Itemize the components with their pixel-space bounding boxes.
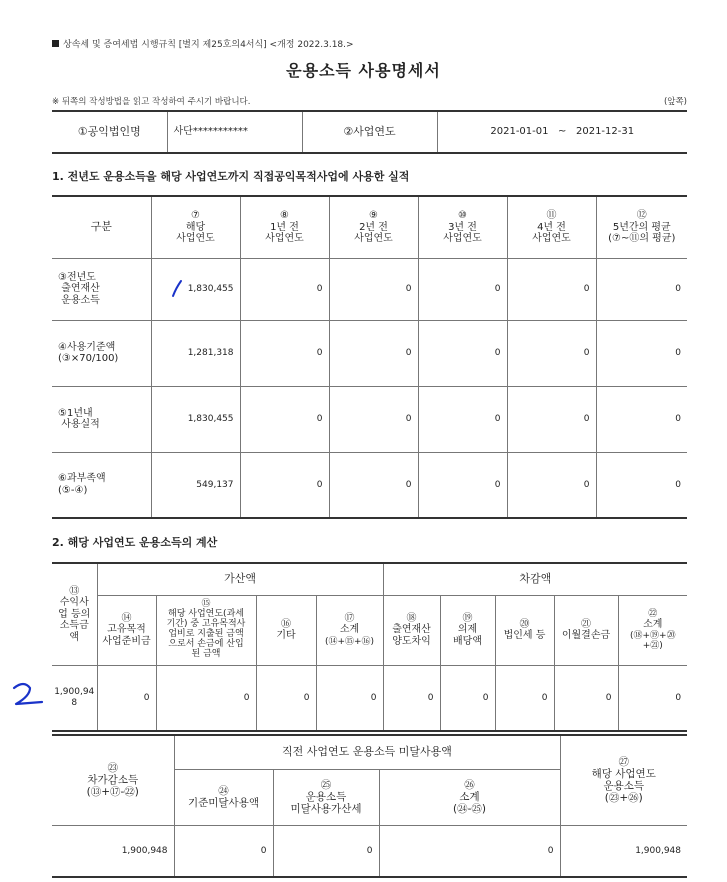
table-cell: 1,900,948 bbox=[52, 825, 174, 877]
table-cell: 0 bbox=[596, 258, 687, 320]
section1-title: 1. 전년도 운용소득을 해당 사업연도까지 직접공익목적사업에 사용한 실적 bbox=[52, 170, 410, 183]
table-cell: 0 bbox=[329, 452, 418, 518]
table-cell: 0 bbox=[507, 452, 596, 518]
guide-note: ※ 뒤쪽의 작성방법을 읽고 작성하여 주시기 바랍니다. bbox=[52, 97, 251, 107]
shortfall-group-header: 직전 사업연도 운용소득 미달사용액 bbox=[174, 735, 560, 769]
table-cell: 0 bbox=[97, 665, 156, 731]
col-header-22: ㉒ 소계 (⑱+⑲+⑳ +㉑) bbox=[618, 595, 687, 665]
col-header-27: ㉗ 해당 사업연도 운용소득 (㉓+㉖) bbox=[560, 735, 687, 825]
col-header-20: ⑳ 법인세 등 bbox=[495, 595, 554, 665]
table-cell: 0 bbox=[174, 825, 273, 877]
col-header-24: ㉔ 기준미달사용액 bbox=[174, 769, 273, 825]
col-header-26: ㉖ 소계 (㉔-㉕) bbox=[379, 769, 560, 825]
table-cell: 0 bbox=[554, 665, 618, 731]
year-end: 2021-12-31 bbox=[575, 126, 635, 138]
col-header-18: ⑱ 출연재산 양도차익 bbox=[383, 595, 440, 665]
col-header-16: ⑯ 기타 bbox=[256, 595, 316, 665]
table-cell: 0 bbox=[440, 665, 495, 731]
pen-check-mark bbox=[170, 279, 184, 299]
col-header-4y: ⑪ 4년 전 사업연도 bbox=[507, 196, 596, 258]
add-group-header: 가산액 bbox=[97, 563, 383, 595]
table-cell: 0 bbox=[156, 665, 256, 731]
table-cell: 0 bbox=[329, 320, 418, 386]
year-start: 2021-01-01 bbox=[490, 126, 549, 138]
final-income-table bbox=[52, 734, 687, 878]
handwritten-two-icon bbox=[8, 678, 46, 712]
col-header-25: ㉕ 운용소득 미달사용가산세 bbox=[273, 769, 379, 825]
form-reference: 상속세 및 증여세법 시행규칙 [별지 제25호의4서식] <개정 2022.3.18.> bbox=[52, 37, 354, 50]
row-label: ③전년도 출연재산 운용소득 bbox=[52, 258, 151, 320]
fiscal-year-value bbox=[437, 111, 687, 153]
table-cell: 0 bbox=[596, 320, 687, 386]
col-header-14: ⑭ 고유목적 사업준비금 bbox=[97, 595, 156, 665]
corner-header: 구분 bbox=[52, 196, 151, 258]
col-header-current: ⑦ 해당 사업연도 bbox=[151, 196, 240, 258]
table-cell: 549,137 bbox=[151, 452, 240, 518]
corp-name-label: ①공익법인명 bbox=[52, 111, 167, 153]
table-cell: 0 bbox=[273, 825, 379, 877]
table-cell: 0 bbox=[418, 258, 507, 320]
square-bullet-icon bbox=[52, 40, 59, 47]
table-cell: 0 bbox=[495, 665, 554, 731]
row-label: ⑤1년내 사용실적 bbox=[52, 386, 151, 452]
info-table bbox=[52, 110, 687, 154]
col-header-1y: ⑧ 1년 전 사업연도 bbox=[240, 196, 329, 258]
fiscal-year-label: ②사업연도 bbox=[302, 111, 437, 153]
col-header-21: ㉑ 이월결손금 bbox=[554, 595, 618, 665]
table-cell: 1,900,948 bbox=[560, 825, 687, 877]
year-sep: ~ bbox=[558, 126, 567, 138]
table-cell: 0 bbox=[507, 258, 596, 320]
table-cell: 1,900,94 8 bbox=[52, 665, 97, 731]
table-cell: 0 bbox=[240, 386, 329, 452]
table-cell: 0 bbox=[596, 386, 687, 452]
page-title: 운용소득 사용명세서 bbox=[286, 61, 441, 80]
table-cell: 1,830,455 bbox=[151, 386, 240, 452]
col-header-2y: ⑨ 2년 전 사업연도 bbox=[329, 196, 418, 258]
table-cell: 0 bbox=[383, 665, 440, 731]
table-cell: 0 bbox=[379, 825, 560, 877]
row-label: ⑥과부족액 (⑤-④) bbox=[52, 452, 151, 518]
table-cell: 0 bbox=[418, 386, 507, 452]
table-cell: 0 bbox=[240, 258, 329, 320]
income-calc-table bbox=[52, 562, 687, 732]
row-label: ④사용기준액 (③×70/100) bbox=[52, 320, 151, 386]
table-cell: 0 bbox=[329, 258, 418, 320]
col-header-19: ⑲ 의제 배당액 bbox=[440, 595, 495, 665]
table-cell: 0 bbox=[240, 320, 329, 386]
table-cell: 1,830,455 bbox=[151, 258, 240, 320]
col-header-23: ㉓ 차가감소득 (⑬+⑰-㉒) bbox=[52, 735, 174, 825]
table-cell: 0 bbox=[316, 665, 383, 731]
table-cell: 0 bbox=[596, 452, 687, 518]
table-cell: 0 bbox=[418, 452, 507, 518]
table-cell: 0 bbox=[507, 386, 596, 452]
corp-name-value: 사단*********** bbox=[167, 111, 302, 153]
col-header-13: ⑬ 수익사 업 등의 소득금 액 bbox=[52, 563, 97, 665]
section2-title: 2. 해당 사업연도 운용소득의 계산 bbox=[52, 536, 218, 549]
table-cell: 0 bbox=[418, 320, 507, 386]
col-header-15: ⑮ 해당 사업연도(과세 기간) 중 고유목적사 업비로 지출된 금액 으로서 손금에 산입 된 금액 bbox=[156, 595, 256, 665]
usage-record-table bbox=[52, 195, 687, 519]
table-cell: 1,281,318 bbox=[151, 320, 240, 386]
table-cell: 0 bbox=[329, 386, 418, 452]
table-cell: 0 bbox=[618, 665, 687, 731]
handwritten-row-mark bbox=[8, 678, 46, 712]
col-header-17: ⑰ 소계 (⑭+⑮+⑯) bbox=[316, 595, 383, 665]
page-side: (앞쪽) bbox=[663, 97, 687, 107]
col-header-3y: ⑩ 3년 전 사업연도 bbox=[418, 196, 507, 258]
table-cell: 0 bbox=[240, 452, 329, 518]
col-header-avg: ⑫ 5년간의 평균 (⑦~⑪의 평균) bbox=[596, 196, 687, 258]
table-cell: 0 bbox=[507, 320, 596, 386]
table-cell: 0 bbox=[256, 665, 316, 731]
sub-group-header: 차감액 bbox=[383, 563, 687, 595]
